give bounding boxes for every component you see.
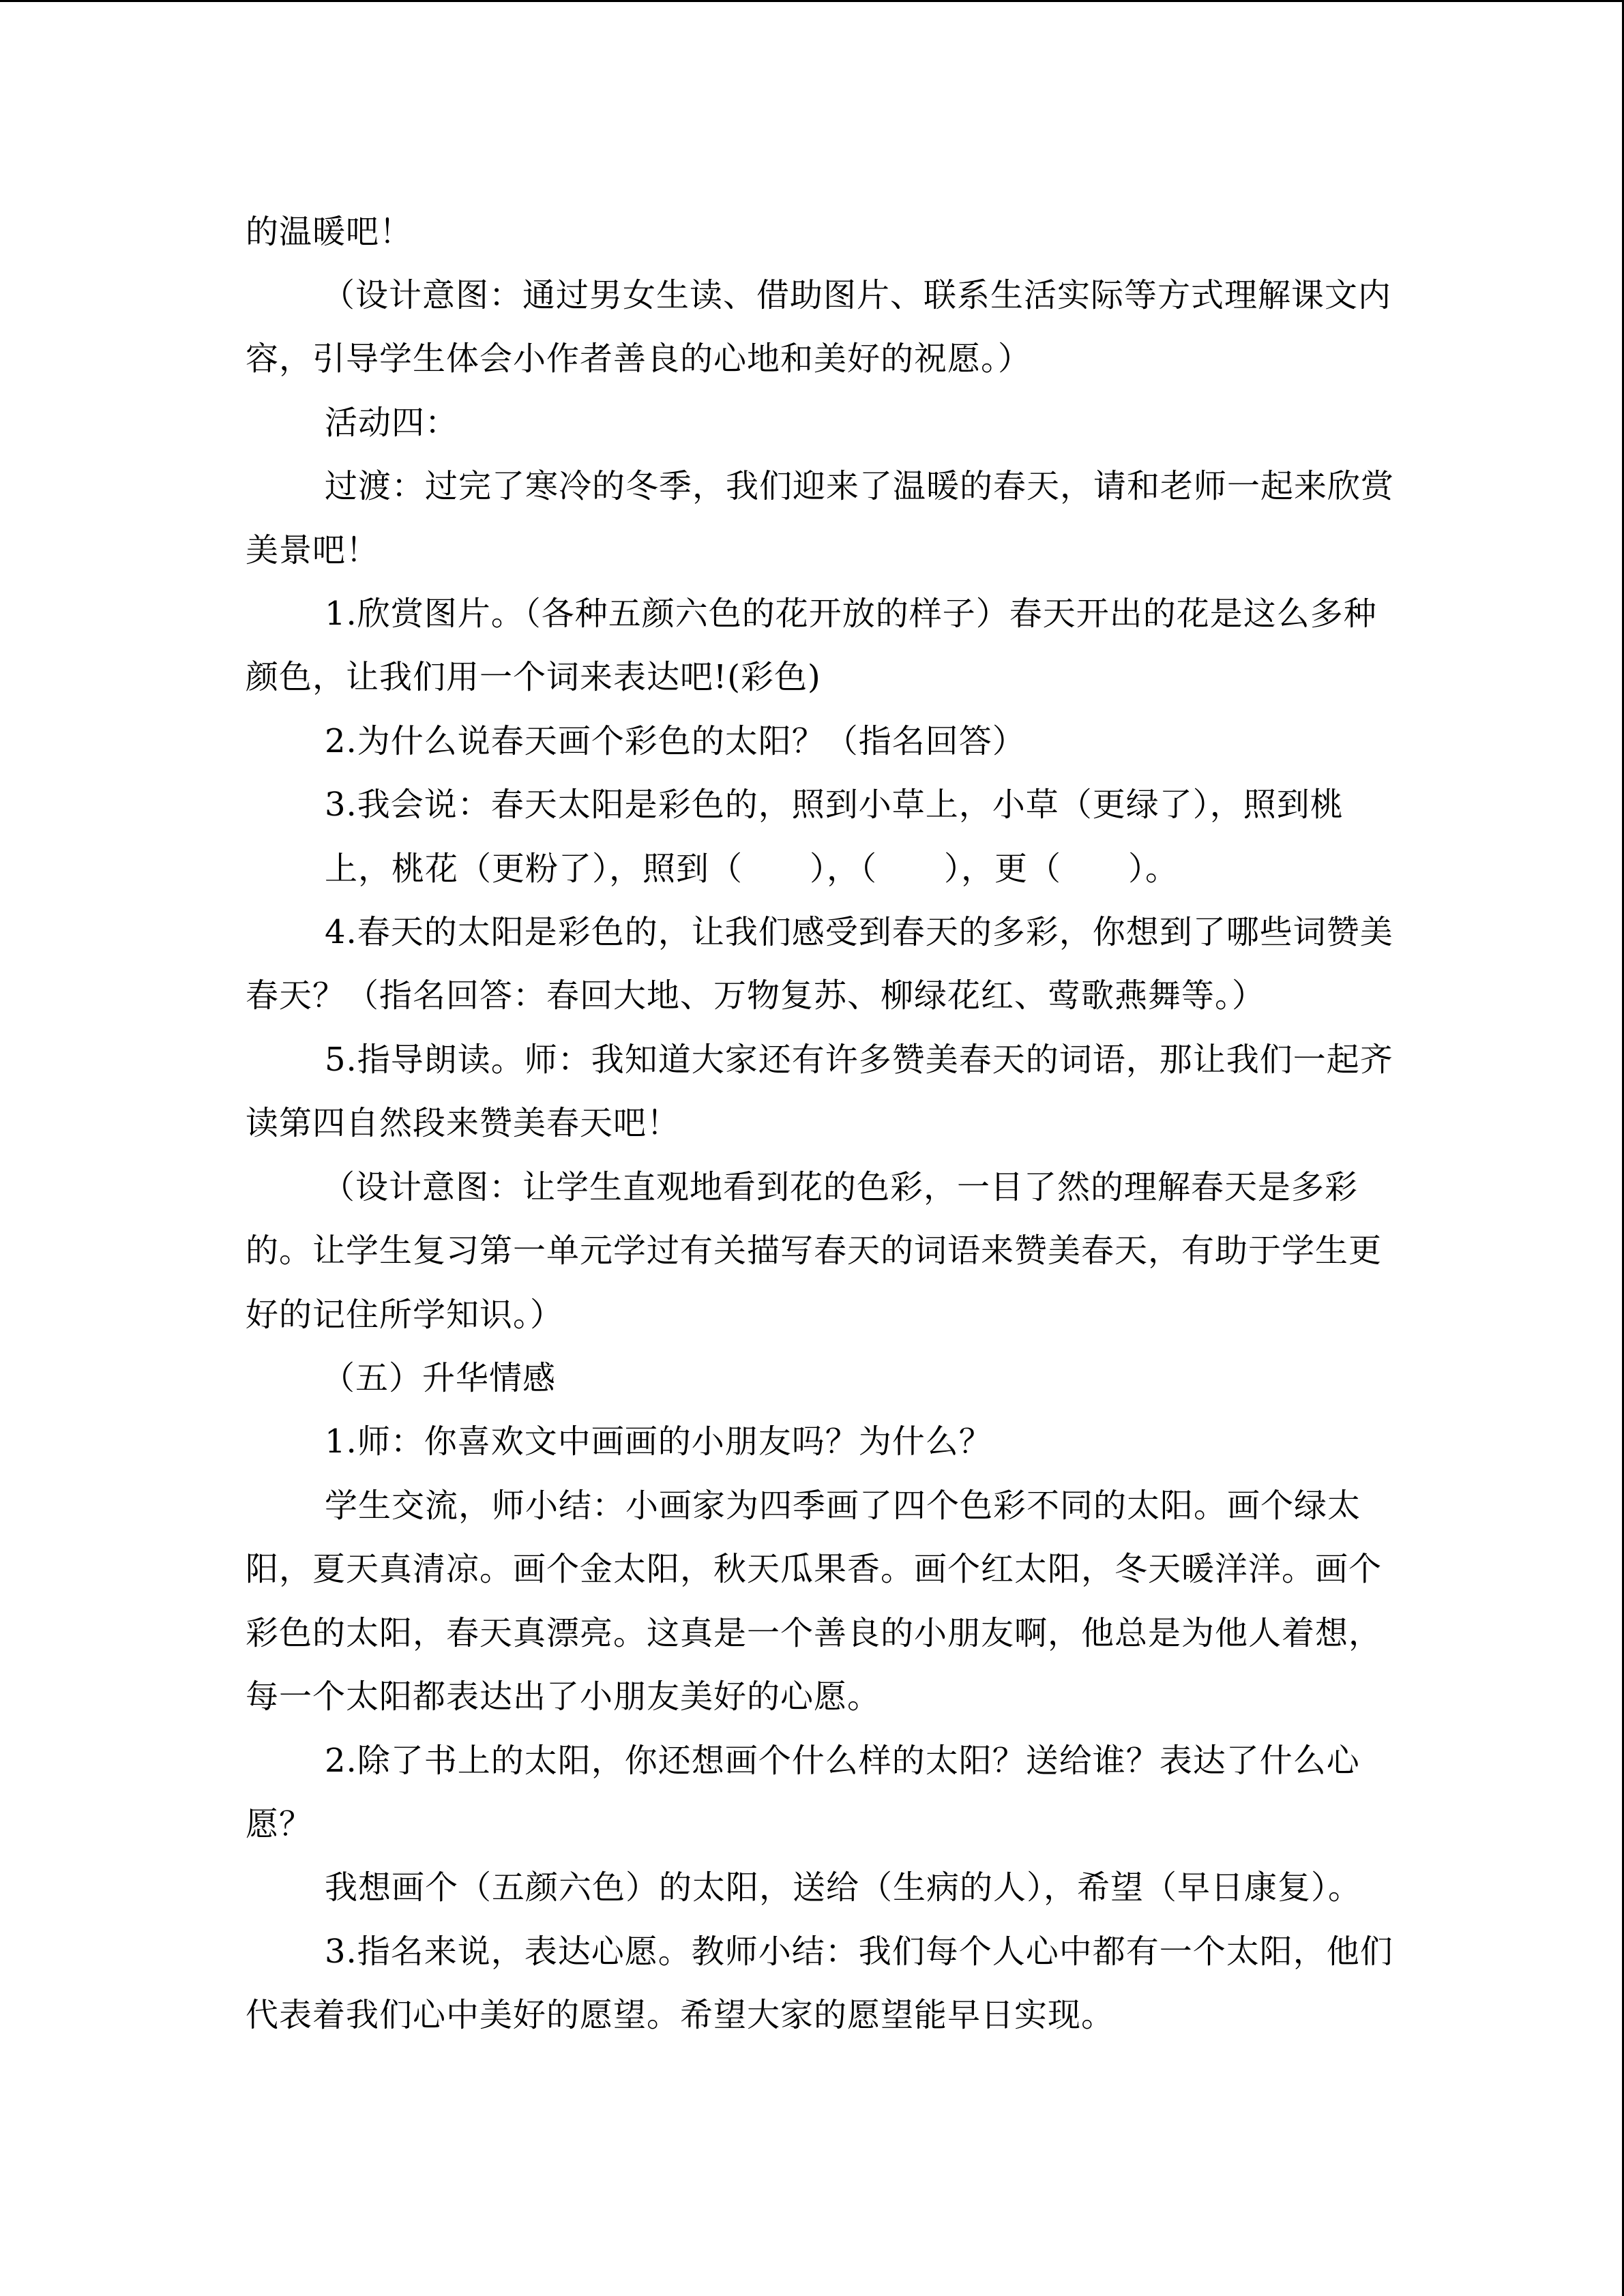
text-line-10: 3.我会说：春天太阳是彩色的，照到小草上，小草（更绿了），照到桃 [325, 786, 1344, 824]
text-line-26: 愿？ [246, 1805, 313, 1843]
text-line-5: 过渡：过完了寒冷的冬季，我们迎来了温暖的春天，请和老师一起来欣赏 [325, 467, 1395, 505]
text-line-1: 的温暖吧！ [246, 213, 413, 251]
text-line-19: （五）升华情感 [322, 1359, 557, 1397]
text-line-14: 5.指导朗读。师：我知道大家还有许多赞美春天的词语，那让我们一起齐 [325, 1041, 1393, 1079]
text-line-25: 2.除了书上的太阳，你还想画个什么样的太阳？送给谁？表达了什么心 [325, 1742, 1360, 1780]
text-line-8: 颜色，让我们用一个词来表达吧!(彩色) [246, 658, 821, 696]
text-line-28: 3.指名来说，表达心愿。教师小结：我们每个人心中都有一个太阳，他们 [325, 1933, 1393, 1971]
text-line-24: 每一个太阳都表达出了小朋友美好的心愿。 [246, 1678, 881, 1716]
text-line-7: 1.欣赏图片。（各种五颜六色的花开放的样子）春天开出的花是这么多种 [325, 595, 1377, 633]
text-line-15: 读第四自然段来赞美春天吧！ [246, 1104, 681, 1142]
text-line-29: 代表着我们心中美好的愿望。希望大家的愿望能早日实现。 [246, 1996, 1115, 2034]
text-line-27: 我想画个（五颜六色）的太阳，送给（生病的人），希望（早日康复）。 [325, 1868, 1362, 1907]
text-line-21: 学生交流，师小结：小画家为四季画了四个色彩不同的太阳。画个绿太 [325, 1487, 1361, 1525]
text-line-11: 上，桃花（更粉了），照到（ ），（ ），更（ ）。 [325, 850, 1179, 888]
text-line-12: 4.春天的太阳是彩色的，让我们感受到春天的多彩，你想到了哪些词赞美 [325, 913, 1393, 951]
text-line-20: 1.师：你喜欢文中画画的小朋友吗？为什么？ [325, 1422, 992, 1461]
text-line-17: 的。让学生复习第一单元学过有关描写春天的词语来赞美春天，有助于学生更 [246, 1232, 1383, 1270]
text-line-23: 彩色的太阳，春天真漂亮。这真是一个善良的小朋友啊，他总是为他人着想， [246, 1614, 1383, 1652]
text-line-9: 2.为什么说春天画个彩色的太阳？（指名回答） [325, 722, 1026, 760]
text-line-18: 好的记住所学知识。） [246, 1296, 564, 1334]
text-line-6: 美景吧！ [246, 531, 380, 569]
text-line-16: （设计意图：让学生直观地看到花的色彩，一目了然的理解春天是多彩 [322, 1168, 1359, 1206]
text-line-2: （设计意图：通过男女生读、借助图片、联系生活实际等方式理解课文内 [322, 276, 1392, 314]
text-line-4: 活动四： [325, 404, 459, 442]
text-line-22: 阳，夏天真清凉。画个金太阳，秋天瓜果香。画个红太阳，冬天暖洋洋。画个 [246, 1550, 1383, 1588]
text-line-3: 容，引导学生体会小作者善良的心地和美好的祝愿。） [246, 340, 1032, 378]
text-line-13: 春天？（指名回答：春回大地、万物复苏、柳绿花红、莺歌燕舞等。） [246, 976, 1266, 1015]
